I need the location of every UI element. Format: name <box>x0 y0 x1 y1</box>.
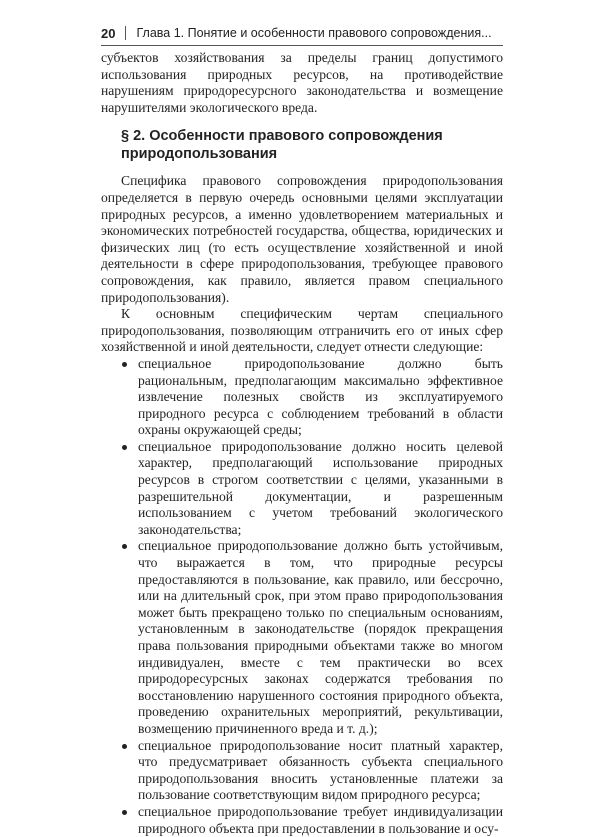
bullet-icon <box>122 544 127 549</box>
header-rule <box>101 45 503 46</box>
running-header <box>101 22 503 44</box>
page-body <box>101 50 503 837</box>
list-item-text: специальное природопользование носит платный характер, что предусматривает обязанность субъекта специального природопользования вносить установленные платежи за пользование соответствующим видом природного ресурса; <box>138 737 503 803</box>
list-item-text: специальное природопользование должно быть устойчивым, что выражается в том, что природные ресурсы предоставляются в пользование, как правило, или бессрочно, или на длительный срок, при этом право природопользования может быть прекращено только по специальным основаниям, установленным в законодательстве (порядок прекращения права пользования природными объектами также во многом индивидуален, вместе с тем практически во всех природоресурсных законах содержатся требования по восстановлению нарушенного состояния природного объекта, проведению охранительных мероприятий, рекультивации, возмещению причиненного вреда и т. д.); <box>138 538 503 736</box>
list-item <box>101 356 503 439</box>
bullet-icon <box>122 445 127 450</box>
list-item <box>101 538 503 737</box>
paragraph-specifics: Специфика правового сопровождения природопользования определяется в первую очередь основными целями эксплуатации природных ресурсов, а именно удовлетворением материальных и экономических потребностей государства, общества, юридических и физических лиц (то есть осуществление хозяйственной и иной деятельности в сфере природопользования, требующее правового сопровождения, как правило, является правом специального природопользования). <box>101 173 503 305</box>
list-item <box>101 738 503 804</box>
section-heading: § 2. Особенности правового сопровождения природопользования <box>121 128 443 163</box>
list-item-text: специальное природопользование требует индивидуализации природного объекта при предоставлении в пользование и осу- <box>138 803 503 836</box>
list-item <box>101 804 503 837</box>
header-separator <box>125 26 126 40</box>
page-number: 20 <box>101 25 116 41</box>
bullet-icon <box>122 744 127 749</box>
running-title: Глава 1. Понятие и особенности правового сопровождения... <box>136 26 492 40</box>
carryover-paragraph: субъектов хозяйствования за пределы границ допустимого использования природных ресурсов, на противодействие нарушениям природоресурсного законодательства и возмещение нарушителями экологического вреда. <box>101 50 503 115</box>
list-item-text: специальное природопользование должно носить целевой характер, предполагающий использование природных ресурсов в строгом соответствии с целями, указанными в разрешительной документации, и разрешенным использованием с учетом требований экологического законодательства; <box>138 438 503 537</box>
bullet-icon <box>122 362 127 367</box>
bullet-icon <box>122 810 127 815</box>
paragraph-features-intro: К основным специфическим чертам специального природопользования, позволяющим отграничить его от иных сфер хозяйственной и иной деятельности, следует отнести следующие: <box>101 306 503 355</box>
list-item <box>101 439 503 539</box>
features-list <box>101 356 503 837</box>
list-item-text: специальное природопользование должно быть рациональным, предполагающим максимально эффективное извлечение полезных свойств из эксплуатируемого природного ресурса с соблюдением требований в области охраны окружающей среды; <box>138 355 503 438</box>
